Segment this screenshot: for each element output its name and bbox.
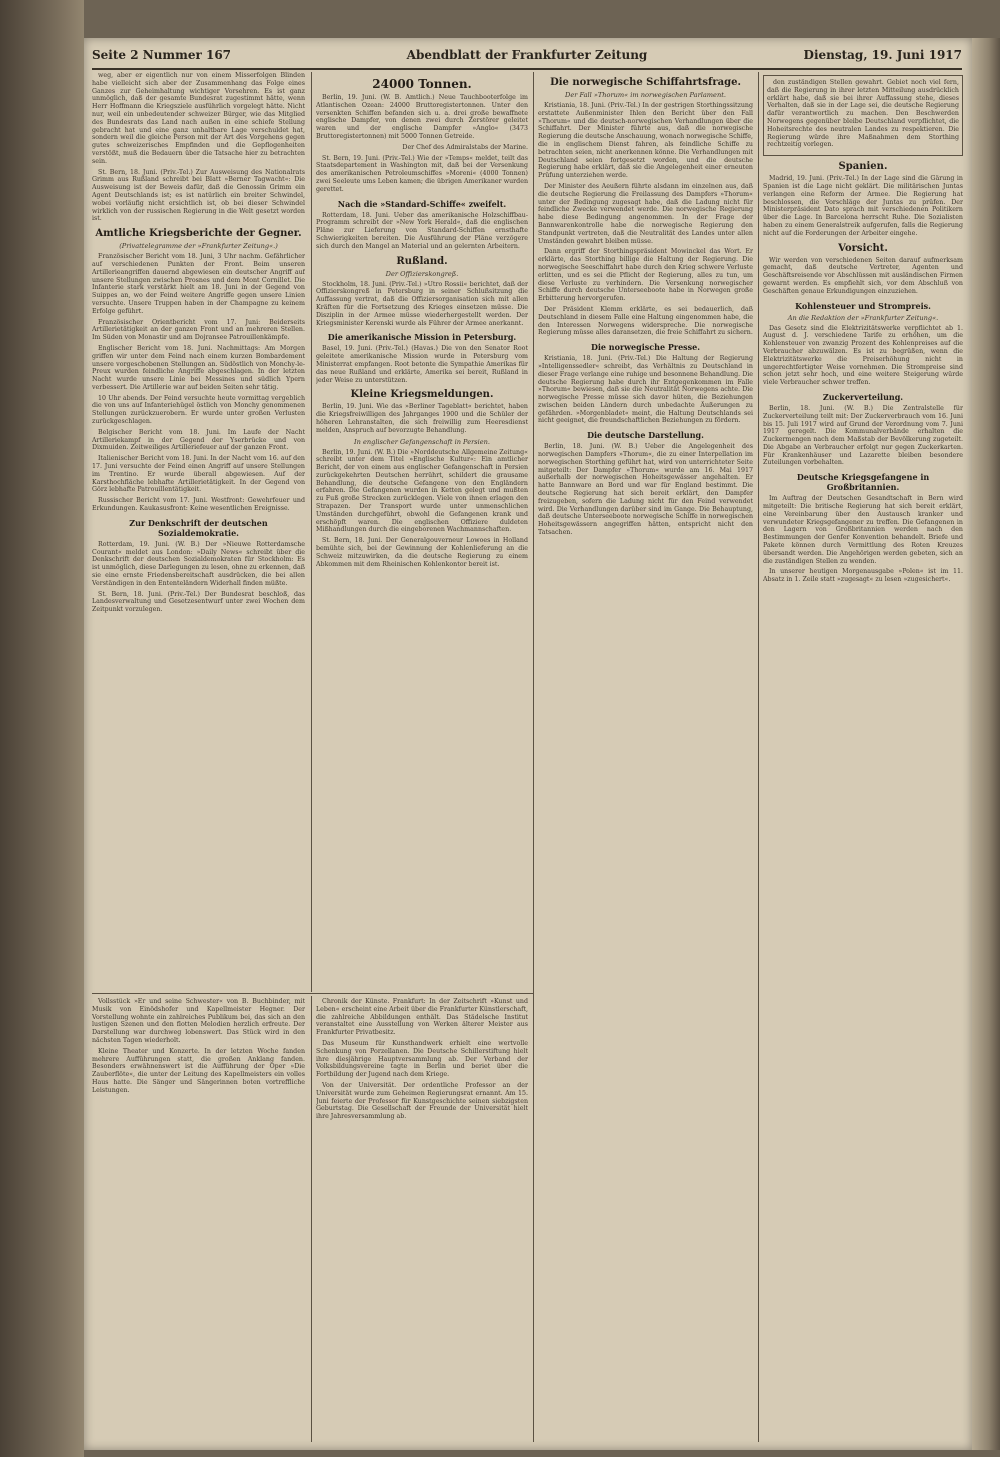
- headline-spain: Spanien.: [838, 161, 888, 173]
- article-text: Kleine Theater und Konzerte. In der letzten Woche fanden mehrere Aufführungen statt, die großen Anklang fanden. Besonders erwähnenswert ist die Aufführung der Oper »Die Zauberflöte«, die unter der Leitung des Kapellmeisters ein volles Haus hatte. Die Sänger und Sängerinnen boten vortreffliche Leistungen.: [92, 1047, 305, 1094]
- column-3: [538, 72, 753, 1440]
- headline-russia: Rußland.: [396, 255, 448, 267]
- article-text: St. Bern, 18. Juni. Der Generalgouverneur Lowoes in Holland bemühte sich, bei der Gewinnung der Kohlenlieferung an die Schweiz mitzuwirken, da die deutsche Regierung zu einem Abkommen mit dem Rheinischen Kohlenkontor bereit ist.: [316, 537, 528, 568]
- article-text: weg, aber er eigentlich nur von einem Misserfolgen Blinden habe vielleicht sich aber der Zusammenhang das Folge eines Ganzes zur Geheimhaltung wichtiger Vorsehren. Es ist ganz unmöglich, daß der gesamte Bundesrat zugestimmt hätte, wenn Herr Hoffmann die Kriegsziele ausführlich vorgelegt hätte. Nicht nur, weil ein unbedeutender schweizer Bürger, wie das Mitglied des Bundesrats das Land nach außen in eine schiefe Stellung gebracht hat und eine ganz unhaltbare Lage verschuldet hat, sondern weil die gleiche Person mit der Art des Vorgehens gegen gutes schweizerisches Empfinden und die Gepflogenheiten verstößt, muß die Bedauern über die Tatsache hier zu betrachten sein.: [92, 72, 305, 165]
- article-text: Das Gesetz sind die Elektrizitätswerke verpflichtet ab 1. August d. J. verschiedene Tarife zu erhöhen, um die Kohlensteuer von zwanzig Prozent des Kohlenpreises auf die Verbraucher abzuwälzen. Es ist zu begrüßen, wenn die Elektrizitätswerke die Preiserhöhung nicht in ungerechtfertigter Weise vornehmen. Die Strompreise sind schon jetzt sehr hoch, und eine weitere Steigerung würde viele Verbraucher schwer treffen.: [763, 324, 963, 387]
- column-divider: [758, 72, 759, 1442]
- article-text: Berlin, 18. Juni. (W. B.) Ueber die Angelegenheit des norwegischen Dampfers »Thorum«, die zu einer Interpellation im norwegischen Storthing geführt hat, wird von unterrichteter Seite mitgeteilt: Der Dampfer »Thorum« wurde am 16. Mai 1917 außerhalb der norwegischen Hoheitsgewässer angehalten. Er hatte Bannware an Bord und war für England bestimmt. Die deutsche Regierung hat sich bereit erklärt, den Dampfer freizugeben, sofern die Ladung nicht für den Feind verwendet wird. Die Verhandlungen darüber sind im Gange. Die Behauptung, daß deutsche Unterseeboote norwegische Schiffe in norwegischen Hoheitsgewässern angegriffen hätten, entspricht nicht den Tatsachen.: [538, 443, 753, 537]
- article-text: Vollsstück »Er und seine Schwester« von B. Buchbinder, mit Musik von Einödshofer und Kapellmeister Hegner. Der Vorstellung wohnte ein zahlreiches Publikum bei, das sich an den lustigen Szenen und den flotten Melodien herzlich erfreute. Der Darstellung war durchweg lobenswert. Das Stück wird in den nächsten Tagen wiederholt.: [92, 998, 305, 1044]
- article-text: St. Bern, 18. Juni. (Priv.-Tel.) Zur Ausweisung des Nationalrats Grimm aus Rußland schreibt bei Blatt »Berner Tagwacht«: Die Ausweisung ist der Beweis dafür, daß die Genossin Grimm ein Agent Deutschlands ist; es ist natürlich ein breiter Schwindel, wobei vorläufig nicht ersichtlich ist, ob bei dieser Schwindel wirklich von der russischen Regierung in die Welt gesetzt worden ist.: [92, 168, 305, 223]
- header-rule: [92, 68, 962, 70]
- article-text: St. Bern, 18. Juni. (Priv.-Tel.) Der Bundesrat beschloß, das Landesverwaltung und Gesetzesentwurf unter zwei Wochen dem Zeitpunkt vorzulegen.: [92, 590, 305, 614]
- headline-sugar: Zuckerverteilung.: [822, 391, 904, 402]
- article-text: Das Museum für Kunsthandwerk erhielt eine wertvolle Schenkung von Porzellanen. Die Deutsche Schillerstiftung hielt ihre diesjährige Hauptversammlung ab. Der Verband der Volksbildungsvereine tagte in Berlin und beriet über die Fortbildung der Jugend nach dem Kriege.: [316, 1039, 528, 1079]
- article-text: Wir werden von verschiedenen Seiten darauf aufmerksam gemacht, daß deutsche Vertreter, Agenten und Geschäftsreisende vor Abschlüssen mit ausländischen Firmen gewarnt werden. Es empfiehlt sich, vor dem Abschluß von Geschäften genaue Erkundigungen einzuziehen.: [763, 256, 963, 295]
- headline-norwegian-press: Die norwegische Presse.: [590, 342, 701, 353]
- article-text: Basel, 19. Juni. (Priv.-Tel.) (Havas.) Die von den Senator Root geleitete amerikanische Mission wurde in Petersburg vom Ministerrat empfangen. Root betonte die Sympathie Amerikas für das neue Rußland und erklärte, Amerika sei bereit, Rußland in jeder Weise zu unterstützen.: [316, 345, 528, 384]
- headline-small-war-news: Kleine Kriegsmeldungen.: [350, 389, 494, 401]
- article-text: Russischer Bericht vom 17. Juni. Westfront: Gewehrfeuer und Erkundungen. Kaukasusfront: Keine wesentlichen Ereignisse.: [92, 497, 305, 513]
- headline-standard-ships: Nach die »Standard-Schiffe« zweifelt.: [337, 198, 507, 209]
- headline-tonnage: 24000 Tonnen.: [372, 77, 472, 91]
- column-4: [763, 72, 963, 1440]
- headline-caution: Vorsicht.: [838, 242, 888, 254]
- article-text: Madrid, 19. Juni. (Priv.-Tel.) In der Lage sind die Gärung in Spanien ist die Lage nicht geklärt. Die militärischen Juntas verlangen eine Reform der Armee. Die Regierung hat beschlossen, die Vorschläge der Juntas zu prüfen. Der Ministerpräsident Dato sprach mit verschiedenen Politikern über die Lage. In Barcelona herrscht Ruhe. Die Sozialisten haben zu einem Generalstreik aufgerufen, falls die Regierung nicht auf die Forderungen der Arbeiter eingehe.: [763, 175, 963, 237]
- article-text: den zuständigen Stellen gewahrt. Gebiet noch viel fern, daß die Regierung in ihrer letzten Mitteilung ausdrücklich erklärt habe, daß sie bei ihrer Auffassung stehe, dieses Verhalten, daß sie in der Lage sei, die deutsche Regierung dafür verantwortlich zu machen. Den Beschwerden Norwegens gegenüber bleibe Deutschland verpflichtet, die Hoheitsrechte des neutralen Landes zu respektieren. Die Regierung würde ihre Maßnahmen dem Storthing rechtzeitig vorlegen.: [767, 79, 959, 149]
- issue-date: Dienstag, 19. Juni 1917: [803, 48, 962, 62]
- subheadline: Der Fall »Thorum« im norwegischen Parlament.: [565, 91, 726, 99]
- headline-german-statement: Die deutsche Darstellung.: [587, 430, 704, 441]
- article-text: St. Bern, 19. Juni. (Priv.-Tel.) Wie der »Temps« meldet, teilt das Staatsdepartement in Washington mit, daß bei der Versenkung des amerikanischen Petroleumschiffes »Moreni« (4000 Tonnen) zwei Seeleute ums Leben kamen; die übrigen Amerikaner wurden gerettet.: [316, 154, 528, 193]
- masthead: Abendblatt der Frankfurter Zeitung: [406, 48, 648, 62]
- article-text: Rotterdam, 19. Juni. (W. B.) Der »Nieuwe Rotterdamsche Courant« meldet aus London: »Daily News« schreibt über die Denkschrift der deutschen Sozialdemokraten für Stockholm: Es ist unmöglich, diese Darlegungen zu lesen, ohne zu erkennen, daß sie eine ernste Friedensbereitschaft ausdrücken, die bei allen Verständigen in den Ententeländern Widerhall finden müßte.: [92, 540, 305, 587]
- article-text: Dann ergriff der Storthingspräsident Mowinckel das Wort. Er erklärte, das Storthing billige die Haltung der Regierung. Die norwegische Seeschiffahrt habe durch den Krieg schwere Verluste erlitten, und es sei die Pflicht der Regierung, alles zu tun, um diese Verluste zu verhindern. Die Versenkung norwegischer Schiffe durch deutsche Unterseeboote habe in Norwegen große Erbitterung hervorgerufen.: [538, 248, 753, 303]
- column-divider: [311, 996, 312, 1442]
- subheadline: Der Offizierskongreß.: [385, 269, 459, 278]
- headline-norwegian-shipping: Die norwegische Schiffahrtsfrage.: [550, 77, 741, 88]
- article-text: Chronik der Künste. Frankfurt: In der Zeitschrift »Kunst und Leben« erscheint eine Arbeit über die Frankfurter Künstlerschaft, die zahlreiche Abbildungen enthält. Das Städelsche Institut veranstaltet eine Ausstellung von Werken älterer Meister aus Frankfurter Privatbesitz.: [316, 998, 528, 1037]
- headline-coal-tax: Kohlensteuer und Strompreis.: [795, 300, 931, 311]
- feuilleton-rule: [92, 993, 533, 994]
- page-number: Seite 2 Nummer 167: [92, 48, 232, 62]
- article-text: Berlin, 18. Juni. (W. B.) Die Zentralstelle für Zuckerverteilung teilt mit: Der Zuckerverbrauch vom 16. Juni bis 15. Juli 1917 wird auf Grund der Verordnung vom 7. Juni 1917 geregelt. Die Kommunalverbände erhalten die Zuckermengen nach dem Maßstab der Bevölkerung zugeteilt. Die Abgabe an Verbraucher erfolgt nur gegen Zuckerkarten. Für Krankenhäuser und Lazarette bleiben besondere Zuteilungen vorbehalten.: [763, 404, 963, 467]
- article-text: Berlin, 19. Juni. (W. B. Amtlich.) Neue Tauchbooterfolge im Atlantischen Ozean: 24000 Bruttoregistertonnen. Unter den versenkten Schiffen befanden sich u. a. drei große bewaffnete englische Dampfer, von denen zwei durch Zerstörer geleitet waren und der englische Dampfer »Anglo« (3473 Bruttoregistertonnen) mit 5000 Tonnen Getreide.: [316, 94, 528, 140]
- article-text: Kristiania, 18. Juni. (Priv.-Tel.) In der gestrigen Storthingssitzung erstattete Außenminister Ihlen den Bericht über den Fall »Thorum« und die deutsch-norwegischen Verhandlungen über die Schiffahrt. Der Minister führte aus, daß die norwegische Regierung die deutsche Anschauung, wonach norwegische Schiffe, die in englischem Dienst fahren, als feindliche Schiffe zu betrachten seien, nicht anerkennen könne. Die Verhandlungen mit Deutschland seien fortgesetzt worden, und die deutsche Regierung habe erklärt, daß sie die Angelegenheit einer erneuten Prüfung unterziehen werde.: [538, 102, 753, 180]
- article-text: Belgischer Bericht vom 18. Juni. Im Laufe der Nacht Artilleriekampf in der Gegend der Yserbrücke und von Dixmuiden. Zeitweiliges Artilleriefeuer auf der ganzen Front.: [92, 428, 305, 452]
- article-text: 10 Uhr abends. Der Feind versuchte heute vormittag vergeblich die von uns auf Infanteriehügel östlich von Monchy genommenen Stellungen zurückzuerobern. Er wurde unter großen Verlusten zurückgeschlagen.: [92, 394, 305, 426]
- headline-memorandum: Zur Denkschrift der deutschen Sozialdemokratie.: [129, 517, 268, 538]
- column-divider: [533, 72, 534, 1442]
- column-divider: [311, 72, 312, 992]
- feuilleton-column-1: [92, 998, 305, 1440]
- article-signature: Der Chef des Admiralstabs der Marine.: [402, 143, 528, 151]
- headline-american-mission: Die amerikanische Mission in Petersburg.: [327, 332, 517, 343]
- article-text: Französischer Orientbericht vom 17. Juni: Beiderseits Artillerietätigkeit an der ganzen Front und an mehreren Stellen. Im Süden von Monastir und am Dojransee Patrouillenkämpfe.: [92, 318, 305, 342]
- article-text: Stockholm, 18. Juni. (Priv.-Tel.) »Utro Rossii« berichtet, daß der Offizierskongreß in Petersburg in seiner Schlußsitzung die Auffassung vertrat, daß die Offiziersorganisation sich mit allen Kräften für die Fortsetzung des Krieges einsetzen müsse. Die Disziplin in der Armee müsse wiederhergestellt werden. Der Kriegsminister Kerenski wurde als Führer der Armee anerkannt.: [316, 280, 528, 327]
- subheadline: In englischer Gefangenschaft in Persien.: [354, 437, 490, 446]
- article-text: In unserer heutigen Morgenausgabe »Polen« ist im 11. Absatz in 1. Zeile statt »zugesagt« zu lesen »zugesichert«.: [763, 568, 963, 584]
- article-text: Im Auftrag der Deutschen Gesandtschaft in Bern wird mitgeteilt: Die britische Regierung hat sich bereit erklärt, eine Vereinbarung über den Austausch kranker und verwundeter Kriegsgefangener zu treffen. Die Gefangenen in den Lagern von Großbritannien werden nach den Bestimmungen der Genfer Konvention behandelt. Briefe und Pakete können durch Vermittlung des Roten Kreuzes übersandt werden. Die Angehörigen werden gebeten, sich an die zuständigen Stellen zu wenden.: [763, 495, 963, 565]
- boxed-article: [763, 75, 963, 156]
- headline-prisoners: Deutsche Kriegsgefangene in Großbritannien.: [796, 472, 930, 493]
- article-text: Französischer Bericht vom 18. Juni, 3 Uhr nachm. Gefährlicher auf verschiedenen Punkten der Front. Beim unseren Artillerieangriffen dauernd abgewiesen ein deutscher Angriff auf unsere Stellungen zwischen Prosnes und dem Mont Cornillet. Die Infanterie stark verstärkt hielt am 18. Juni in der Gegend von Suippes an, wo der Feind weitere Angriffe gegen unsere Linien versuchte. Unsere Truppen haben in der Champagne zu keinem Erfolge geführt.: [92, 253, 305, 315]
- column-1: [92, 72, 305, 990]
- article-text: Kristiania, 18. Juni. (Priv.-Tel.) Die Haltung der Regierung »Intelligenssedler« schreibt, das Verhältnis zu Deutschland in dieser Frage verlange eine ruhige und besonnene Behandlung. Die deutsche Regierung habe durch ihr Entgegenkommen im Falle »Thorum« bewiesen, daß sie die Neutralität Norwegens achte. Die norwegische Presse müsse sich davor hüten, die Beziehungen zwischen beiden Ländern durch unbedachte Äußerungen zu gefährden. »Morgenbladet« meint, die Haltung Deutschlands sei nicht geeignet, die freundschaftlichen Beziehungen zu fördern.: [538, 355, 753, 425]
- book-spine: [0, 0, 84, 1457]
- article-text: Berlin, 19. Juni. (W. B.) Die »Norddeutsche Allgemeine Zeitung« schreibt unter dem Titel »Englische Kultur«: Ein amtlicher Bericht, der von einem aus englischer Gefangenschaft in Persien zurückgekehrten Deutschen herrührt, schildert die grausame Behandlung, die deutsche Gefangene von den Engländern erfahren. Die Gefangenen wurden in Ketten gelegt und mußten zu Fuß große Strecken zurücklegen. Viele von ihnen erlagen den Strapazen. Der Transport wurde unter unmenschlichen Umständen durchgeführt, obwohl die Gefangenen krank und erschöpft waren. Die englischen Offiziere duldeten Mißhandlungen durch die eingeborenen Wachmannschaften.: [316, 448, 528, 534]
- article-text: Der Präsident Klemm erklärte, es sei bedauerlich, daß Deutschland in diesem Falle eine Haltung eingenommen habe, die den Interessen Norwegens widerspreche. Die norwegische Regierung müsse alles daransetzen, die freie Schiffahrt zu sichern.: [538, 305, 753, 337]
- article-text: Italienischer Bericht vom 18. Juni. In der Nacht vom 16. auf den 17. Juni versuchte der Feind einen Angriff auf unsere Stellungen im Trentino. Er wurde überall abgewiesen. Auf der Karsthochfläche lebhafte Artillerietätigkeit. In der Gegend von Görz lebhafte Patrouillentätigkeit.: [92, 455, 305, 494]
- subheadline: An die Redaktion der »Frankfurter Zeitung«.: [787, 313, 939, 322]
- subheadline: (Privattelegramme der »Frankfurter Zeitung«.): [119, 242, 278, 251]
- article-text: Der Minister des Aeußern führte alsdann im einzelnen aus, daß die deutsche Regierung die Freilassung des Dampfers »Thorum« unter der Bedingung zugesagt habe, daß die Ladung nicht für feindliche Zwecke verwendet werde. Die norwegische Regierung habe diese Bedingung angenommen. In der Frage der Bannwarenkontrolle habe die norwegische Regierung den Standpunkt vertreten, daß die Neutralität des Landes unter allen Umständen gewahrt bleiben müsse.: [538, 182, 753, 245]
- headline-war-reports: Amtliche Kriegsberichte der Gegner.: [95, 228, 302, 240]
- article-text: Rotterdam, 18. Juni. Ueber das amerikanische Holzschiffbau-Programm schreibt der »New York Herald«, daß die englischen Pläne zur Lieferung von Standard-Schiffen ernsthafte Schwierigkeiten bereiten. Die Ausführung der Pläne verzögere sich durch den Mangel an Material und an gelernten Arbeitern.: [316, 211, 528, 250]
- feuilleton-column-2: [316, 998, 528, 1440]
- running-header: [92, 48, 962, 66]
- column-2: [316, 72, 528, 990]
- article-text: Berlin, 19. Juni. Wie das »Berliner Tageblatt« berichtet, haben die Kriegsfreiwilligen des Jahrganges 1900 und die Schüler der höheren Lehranstalten, die sich freiwillig zum Heeresdienst melden, Anspruch auf bevorzugte Behandlung.: [316, 403, 528, 434]
- article-text: Von der Universität. Der ordentliche Professor an der Universität wurde zum Geheimen Regierungsrat ernannt. Am 15. Juni feierte der Professor für Kunstgeschichte seinen siebzigsten Geburtstag. Die Gesellschaft der Freunde der Universität hielt ihre Jahresversammlung ab.: [316, 1081, 528, 1121]
- article-text: Englischer Bericht vom 18. Juni. Nachmittags: Am Morgen griffen wir unter dem Feind nach einem kurzen Bombardement unsere vorgeschobenen Stellungen an. Südöstlich von Monchy-le-Preux wurden feindliche Angriffe abgeschlagen. In der letzten Nacht wurde unsere Linie bei Messines und südlich Ypern verbessert. Die Artillerie war auf beiden Seiten sehr tätig.: [92, 344, 305, 391]
